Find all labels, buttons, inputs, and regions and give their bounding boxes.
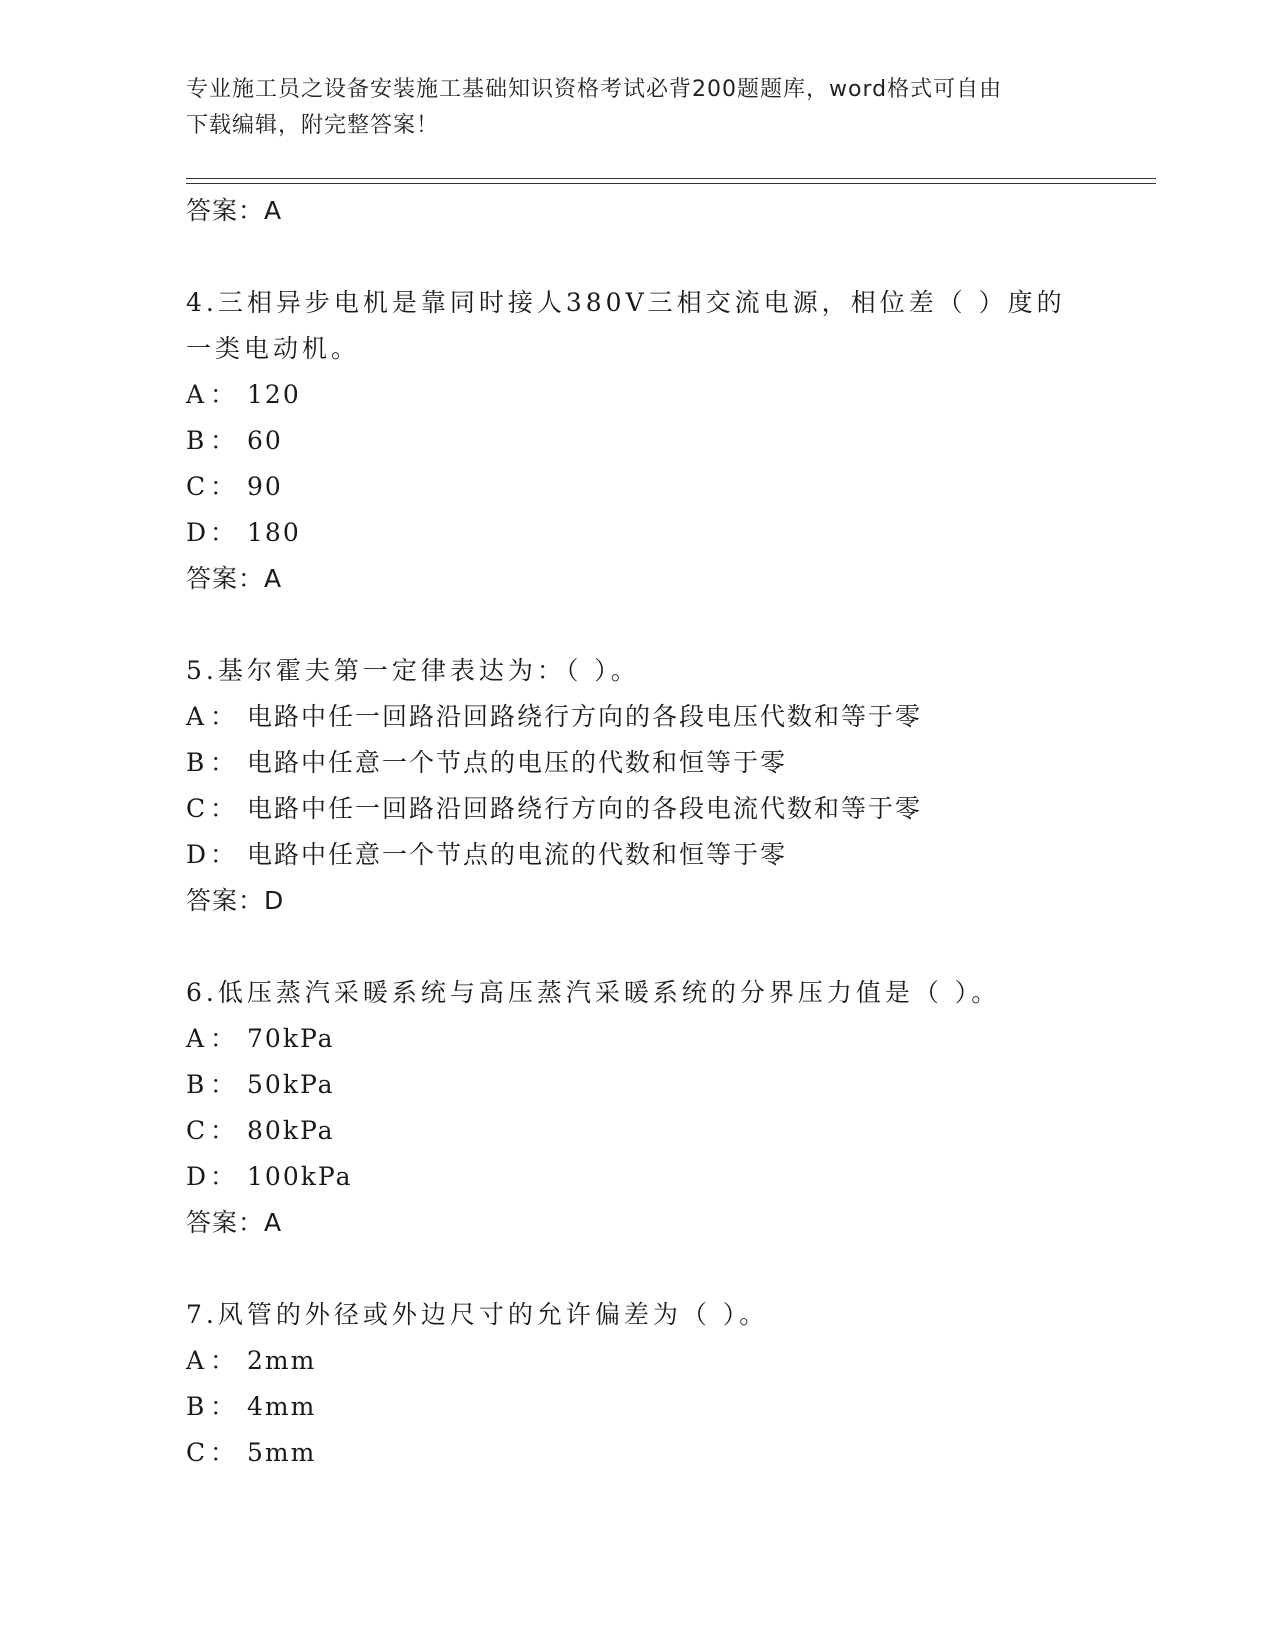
questions-container: [186, 234, 1146, 1476]
option-separator: ：: [210, 1392, 238, 1421]
option-letter: B: [186, 1392, 207, 1421]
question-answer: 答案：D: [186, 886, 285, 915]
option-separator: ：: [210, 1162, 238, 1191]
question-stem: 7.风管的外径或外边尺寸的允许偏差为（ ）。: [186, 1300, 769, 1329]
option-row: [186, 1108, 1146, 1154]
question-spacer: [186, 1246, 1146, 1292]
option-separator: ：: [210, 518, 238, 547]
option-text: 电路中任意一个节点的电压的代数和恒等于零: [247, 748, 788, 777]
option-separator: ：: [210, 840, 238, 869]
question-spacer: [186, 602, 1146, 648]
option-separator: ：: [210, 426, 238, 455]
option-letter: C: [186, 794, 208, 823]
option-text: 60: [247, 426, 283, 455]
option-text: 5mm: [247, 1438, 317, 1467]
header-rule-bottom: [186, 183, 1156, 184]
option-letter: B: [186, 426, 207, 455]
option-row: [186, 1016, 1146, 1062]
option-text: 120: [247, 380, 301, 409]
question-block: [186, 280, 1146, 602]
option-text: 50kPa: [247, 1070, 335, 1099]
option-text: 电路中任一回路沿回路绕行方向的各段电压代数和等于零: [247, 702, 923, 731]
option-text: 180: [247, 518, 301, 547]
option-separator: ：: [210, 1346, 238, 1375]
option-letter: A: [186, 380, 207, 409]
option-separator: ：: [210, 748, 238, 777]
option-row: [186, 1338, 1146, 1384]
option-row: [186, 464, 1146, 510]
document-header: [186, 72, 1086, 144]
option-letter: C: [186, 1438, 208, 1467]
option-text: 电路中任意一个节点的电流的代数和恒等于零: [247, 840, 788, 869]
previous-answer: 答案：A: [186, 196, 283, 225]
option-row: [186, 1154, 1146, 1200]
option-separator: ：: [210, 702, 238, 731]
option-row: [186, 786, 1146, 832]
option-text: 100kPa: [247, 1162, 353, 1191]
option-separator: ：: [210, 380, 238, 409]
option-separator: ：: [210, 1116, 238, 1145]
option-letter: B: [186, 1070, 207, 1099]
option-letter: D: [186, 840, 209, 869]
option-text: 70kPa: [247, 1024, 335, 1053]
question-block: [186, 648, 1146, 924]
question-spacer: [186, 924, 1146, 970]
option-row: [186, 1430, 1146, 1476]
option-separator: ：: [210, 472, 238, 501]
option-text: 4mm: [247, 1392, 317, 1421]
question-stem: 6.低压蒸汽采暖系统与高压蒸汽采暖系统的分界压力值是（ ）。: [186, 978, 1001, 1007]
question-list: [186, 188, 1146, 1476]
option-letter: A: [186, 1346, 207, 1375]
header-line-1: 专业施工员之设备安装施工基础知识资格考试必背200题题库，word格式可自由: [186, 77, 1003, 102]
option-letter: D: [186, 1162, 209, 1191]
option-text: 2mm: [247, 1346, 317, 1375]
option-row: [186, 372, 1146, 418]
question-answer: 答案：A: [186, 564, 283, 593]
option-row: [186, 832, 1146, 878]
option-text: 电路中任一回路沿回路绕行方向的各段电流代数和等于零: [247, 794, 923, 823]
option-row: [186, 418, 1146, 464]
question-block: [186, 1292, 1146, 1476]
question-stem: 5.基尔霍夫第一定律表达为：（ ）。: [186, 656, 640, 685]
option-separator: ：: [210, 1070, 238, 1099]
question-answer: 答案：A: [186, 1208, 283, 1237]
question-stem: 4.三相异步电机是靠同时接人380V三相交流电源，相位差（ ）度的一类电动机。: [186, 288, 1066, 363]
option-separator: ：: [210, 794, 238, 823]
option-letter: B: [186, 748, 207, 777]
question-spacer: [186, 234, 1146, 280]
option-row: [186, 1384, 1146, 1430]
option-text: 90: [247, 472, 283, 501]
header-rule-top: [186, 178, 1156, 179]
option-separator: ：: [210, 1024, 238, 1053]
option-text: 80kPa: [247, 1116, 335, 1145]
question-block: [186, 970, 1146, 1246]
option-separator: ：: [210, 1438, 238, 1467]
option-row: [186, 1062, 1146, 1108]
option-letter: C: [186, 1116, 208, 1145]
option-row: [186, 510, 1146, 556]
option-letter: D: [186, 518, 209, 547]
option-letter: C: [186, 472, 208, 501]
option-row: [186, 694, 1146, 740]
header-line-2: 下载编辑，附完整答案！: [186, 113, 440, 138]
option-letter: A: [186, 702, 207, 731]
option-letter: A: [186, 1024, 207, 1053]
option-row: [186, 740, 1146, 786]
